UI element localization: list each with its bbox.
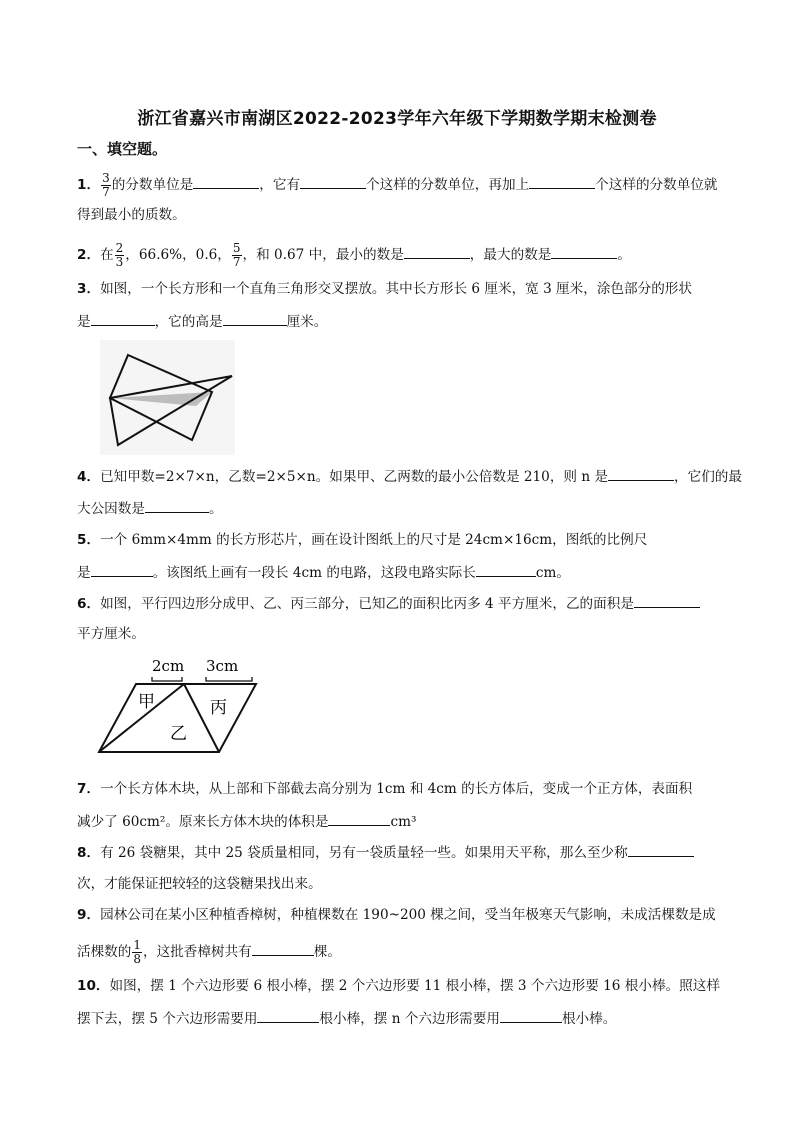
question-3-line-2 <box>77 311 327 332</box>
question-text: 一个 6mm×4mm 的长方形芯片，画在设计图纸上的尺寸是 24cm×16cm，图纸的比例尺 <box>100 532 648 548</box>
question-text: ，它们的最 <box>674 469 742 485</box>
question-5-line-1 <box>77 530 647 550</box>
question-number: 9． <box>77 907 101 923</box>
question-8-line-1 <box>77 842 694 863</box>
question-text: 摆下去，摆 5 个六边形需要用 <box>77 1011 258 1027</box>
question-7-line-2 <box>77 811 416 832</box>
fraction: $\frac{1}{8}$ <box>133 938 142 966</box>
question-9-line-2 <box>77 939 341 966</box>
question-3-line-1 <box>77 279 692 299</box>
question-10-line-2 <box>77 1008 616 1029</box>
answer-blank[interactable] <box>91 562 153 577</box>
question-1-line-2: 得到最小的质数。 <box>77 207 186 223</box>
label-yi: 乙 <box>170 724 187 744</box>
question-5-line-2 <box>77 562 570 583</box>
question-text: ，它有 <box>259 177 301 193</box>
answer-blank[interactable] <box>252 941 314 956</box>
question-text: 是 <box>77 565 91 581</box>
answer-blank[interactable] <box>476 562 536 577</box>
question-text: cm。 <box>535 565 570 581</box>
parallelogram-figure <box>96 652 261 756</box>
answer-blank[interactable] <box>223 311 287 326</box>
question-7-line-1 <box>77 779 692 799</box>
question-text: 园林公司在某小区种植香樟树，种植棵数在 190~200 棵之间，受当年极寒天气影响，未成活棵数是成 <box>100 907 716 923</box>
label-3cm: 3cm <box>206 657 239 675</box>
fraction: $\frac{3}{7}$ <box>102 171 110 199</box>
answer-blank[interactable] <box>145 498 209 513</box>
question-text: 一个长方体木块，从上部和下部截去高分别为 1cm 和 4cm 的长方体后，变成一个正方体，表面积 <box>100 781 693 797</box>
section-heading: 一、填空题。 <box>77 140 168 158</box>
answer-blank[interactable] <box>500 1008 562 1023</box>
question-text: ，这批香樟树共有 <box>143 944 252 960</box>
label-2cm: 2cm <box>152 657 185 675</box>
question-text: ，66.6%，0.6， <box>125 247 231 263</box>
question-text: 活棵数的 <box>77 944 132 960</box>
question-4-line-1 <box>77 466 742 487</box>
fraction: $\frac{5}{7}$ <box>232 241 241 269</box>
question-text: 减少了 60cm²。原来长方体木块的体积是 <box>77 814 329 830</box>
answer-blank[interactable] <box>608 466 674 481</box>
question-text: 如图，平行四边形分成甲、乙、丙三部分，已知乙的面积比丙多 4 平方厘米，乙的面积是 <box>100 596 634 612</box>
page-title: 浙江省嘉兴市南湖区2022-2023学年六年级下学期数学期末检测卷 <box>137 109 657 129</box>
question-number: 1． <box>77 177 101 193</box>
fraction: $\frac{2}{3}$ <box>115 241 124 269</box>
question-9-line-1 <box>77 905 716 925</box>
question-number: 4． <box>77 469 101 485</box>
question-text: 有 26 袋糖果，其中 25 袋质量相同，另有一袋质量轻一些。如果用天平称，那么至少称 <box>100 845 628 861</box>
question-1-line-1 <box>77 172 718 199</box>
question-text: 。该图纸上画有一段长 4cm 的电路，这段电路实际长 <box>152 565 476 581</box>
question-text: 厘米。 <box>286 314 328 330</box>
question-text: ，最大的数是 <box>469 247 552 263</box>
question-text: 根小棒。 <box>561 1011 617 1027</box>
question-text: 是 <box>77 314 91 330</box>
question-text: 大公因数是 <box>77 501 145 517</box>
brace-2cm <box>152 677 182 681</box>
question-text: 已知甲数=2×7×n，乙数=2×5×n。如果甲、乙两数的最小公倍数是 210，则 n 是 <box>100 469 609 485</box>
answer-blank[interactable] <box>328 811 390 826</box>
question-number: 6． <box>77 596 101 612</box>
question-text: 如图，摆 1 个六边形要 6 根小棒，摆 2 个六边形要 11 根小棒，摆 3 个六边形要 16 根小棒。照这样 <box>109 978 720 994</box>
question-number: 2． <box>77 247 101 263</box>
question-text: 。 <box>208 501 223 517</box>
question-text: 个这样的分数单位，再加上 <box>366 177 530 193</box>
question-number: 8． <box>77 845 101 861</box>
question-text: ，它的高是 <box>154 314 223 330</box>
answer-blank[interactable] <box>634 593 700 608</box>
question-6-line-2: 平方厘米。 <box>77 626 145 642</box>
answer-blank[interactable] <box>628 842 694 857</box>
label-jia: 甲 <box>138 692 155 712</box>
answer-blank[interactable] <box>193 174 259 189</box>
question-2 <box>77 242 631 269</box>
question-text: 个这样的分数单位就 <box>595 177 718 193</box>
question-text: 在 <box>100 247 114 263</box>
question-text: 。 <box>617 247 631 263</box>
question-8-line-2: 次，才能保证把较轻的这袋糖果找出来。 <box>77 876 322 892</box>
label-bing: 丙 <box>210 698 227 718</box>
question-10-line-1 <box>77 976 720 996</box>
question-text: 如图，一个长方形和一个直角三角形交叉摆放。其中长方形长 6 厘米，宽 3 厘米，涂色部分的形状 <box>100 281 692 297</box>
question-4-line-2 <box>77 498 223 519</box>
divider-line <box>184 684 219 752</box>
brace-3cm <box>206 677 252 681</box>
question-text: 棵。 <box>313 944 341 960</box>
answer-blank[interactable] <box>404 244 470 259</box>
question-number: 3． <box>77 281 101 297</box>
answer-blank[interactable] <box>529 174 595 189</box>
answer-blank[interactable] <box>551 244 617 259</box>
question-text: ，和 0.67 中，最小的数是 <box>242 247 404 263</box>
answer-blank[interactable] <box>91 311 155 326</box>
answer-blank[interactable] <box>257 1008 319 1023</box>
question-text: 根小棒，摆 n 个六边形需要用 <box>319 1011 500 1027</box>
question-number: 7． <box>77 781 101 797</box>
question-number: 10． <box>77 978 110 994</box>
question-number: 5． <box>77 532 101 548</box>
rectangle-triangle-figure <box>100 340 235 455</box>
question-text: 的分数单位是 <box>111 177 194 193</box>
answer-blank[interactable] <box>300 174 366 189</box>
question-6-line-1 <box>77 593 700 614</box>
question-text: cm³ <box>390 814 417 830</box>
